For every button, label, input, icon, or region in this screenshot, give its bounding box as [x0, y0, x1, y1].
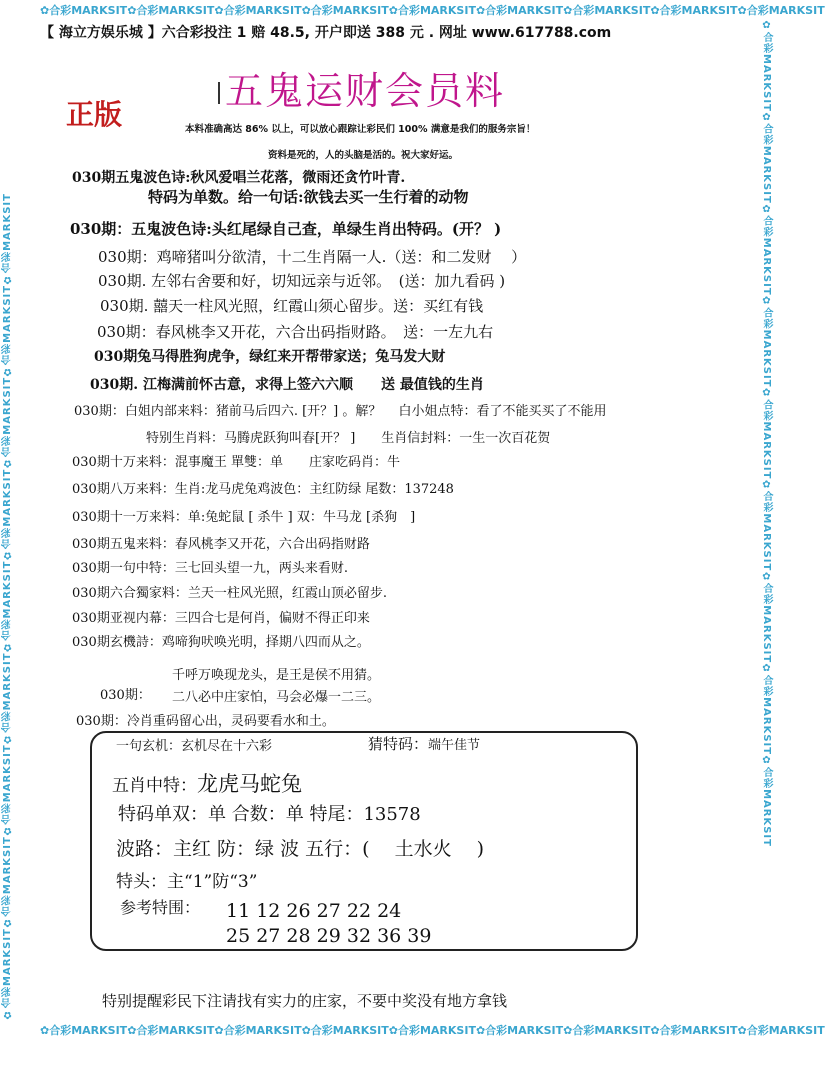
wuxiao-line — [112, 768, 302, 798]
body-line: 030期兔马得胜狗虎争，绿红来开帮带家送；兔马发大财 — [94, 349, 446, 365]
body-line: 030期：春风桃李又开花，六合出码指财路。 送：一左九右 — [97, 323, 494, 341]
slogan-line-2: 资料是死的，人的头脑是活的。祝大家好运。 — [268, 150, 459, 161]
xuanji-value: 玄机尽在十六彩 — [181, 739, 273, 754]
top-border-watermark: ✿合彩MARKSIT✿合彩MARKSIT✿合彩MARKSIT✿合彩MARKSIT✿合彩MARKSIT✿合彩MARKSIT✿合彩MARKSIT✿合彩MARKSIT✿合彩MARKSIT — [40, 4, 825, 17]
body-line: 030期：白姐内部来料：猪前马后四六. [开？] 。解？ 白小姐点特：看了不能买买了不能用 — [74, 404, 607, 419]
body-line: 030期：鸡啼猪叫分欲清，十二生肖隔一人.（送：和二发财 ） — [98, 248, 527, 266]
cai-label: 猜特码： — [368, 735, 429, 753]
body-line: 030期亚视内幕：三四合七是何肖，偏财不得正印来 — [72, 611, 370, 626]
body-line: 030期：冷肖重码留心出，灵码要看水和土。 — [76, 714, 335, 729]
wuxiao-value: 龙虎马蛇兔 — [197, 772, 302, 796]
left-border-watermark: ✿合彩MARKSIT✿合彩MARKSIT✿合彩MARKSIT✿合彩MARKSIT✿合彩MARKSIT✿合彩MARKSIT✿合彩MARKSIT✿合彩MARKSIT✿合彩MARKSIT — [2, 193, 13, 1020]
body-line: 030期五鬼波色诗:秋风爱唱兰花落，微雨还贪竹叶青. — [72, 170, 406, 186]
header-ad-line: 【 海立方娱乐城 】六合彩投注 1 赔 48.5, 开户即送 388 元 . 网址 www.617788.com — [40, 25, 612, 41]
body-line: 030期十一万来料：单:兔蛇鼠 [ 杀牛 ] 双：牛马龙 [杀狗 ] — [72, 510, 416, 525]
body-line: 二八必中庄家怕，马会必爆一二三。 — [172, 690, 381, 705]
footer-warning: 特别提醒彩民下注请找有实力的庄家，不要中奖没有地方拿钱 — [102, 992, 508, 1010]
body-line: 030期玄機詩：鸡啼狗吠唤光明，择期八四而从之。 — [72, 635, 370, 650]
body-line: 030期八万来料：生肖:龙马虎兔鸡波色：主红防绿 尾数：137248 — [72, 482, 454, 497]
body-line: 特码为单数。给一句话:欲钱去买一生行着的动物 — [148, 188, 469, 206]
title-divider — [218, 82, 220, 104]
right-border-watermark: ✿合彩MARKSIT✿合彩MARKSIT✿合彩MARKSIT✿合彩MARKSIT✿合彩MARKSIT✿合彩MARKSIT✿合彩MARKSIT✿合彩MARKSIT✿合彩MARKSIT — [761, 20, 772, 847]
cankao-label: 参考特围： — [120, 898, 201, 917]
authentic-badge: 正版 — [66, 98, 123, 131]
body-line: 030期六合獨家料：兰天一柱风光照，红霞山顶必留步. — [72, 586, 387, 601]
bolu-line: 波路：主红 防：绿 波 五行：( 土水火 ) — [116, 838, 485, 860]
body-line: 030期. 江梅满前怀古意，求得上签六六顺 送 最值钱的生肖 — [90, 377, 484, 393]
xuanji-label: 一句玄机： — [116, 739, 182, 754]
body-line: 030期. 囍天一柱风光照，红霞山须心留步。送：买红有钱 — [100, 297, 484, 315]
numbers-row-1: 11 12 26 27 22 24 — [226, 900, 402, 922]
body-line: 030期十万来料：混事魔王 單雙：单 庄家吃码肖：牛 — [72, 455, 400, 470]
body-line: 030期：五鬼波色诗:头红尾绿自己查，单绿生肖出特码。(开？ ) — [70, 220, 502, 238]
xuanji-line — [116, 735, 272, 754]
page-title: 五鬼运财会员料 — [225, 69, 506, 113]
numbers-row-2: 25 27 28 29 32 36 39 — [226, 925, 432, 947]
body-line: 030期： — [100, 688, 151, 703]
wuxiao-label: 五肖中特： — [112, 776, 197, 796]
tetou-line: 特头：主“1”防“3” — [116, 872, 258, 892]
cai-value: 端午佳节 — [428, 738, 481, 753]
body-line: 030期. 左邻右舍要和好，切知远亲与近邻。 (送：加九看码 ) — [98, 272, 506, 290]
body-line: 030期一句中特：三七回头望一九，两头来看财. — [72, 561, 348, 576]
bottom-border-watermark: ✿合彩MARKSIT✿合彩MARKSIT✿合彩MARKSIT✿合彩MARKSIT✿合彩MARKSIT✿合彩MARKSIT✿合彩MARKSIT✿合彩MARKSIT✿合彩MARKSIT — [40, 1024, 825, 1037]
body-line: 千呼万唤现龙头，是王是侯不用猜。 — [172, 668, 381, 683]
slogan-line-1: 本料准确高达 86% 以上，可以放心跟踪让彩民们 100% 满意是我们的服务宗旨！ — [185, 124, 536, 135]
cai-line — [368, 733, 480, 754]
body-line: 030期五鬼来料：春风桃李又开花，六合出码指财路 — [72, 537, 370, 552]
body-line: 特别生肖料：马腾虎跃狗叫春[开？ ] 生肖信封料：一生一次百花贺 — [146, 431, 551, 446]
danshuang-line: 特码单双：单 合数：单 特尾：13578 — [118, 804, 421, 825]
